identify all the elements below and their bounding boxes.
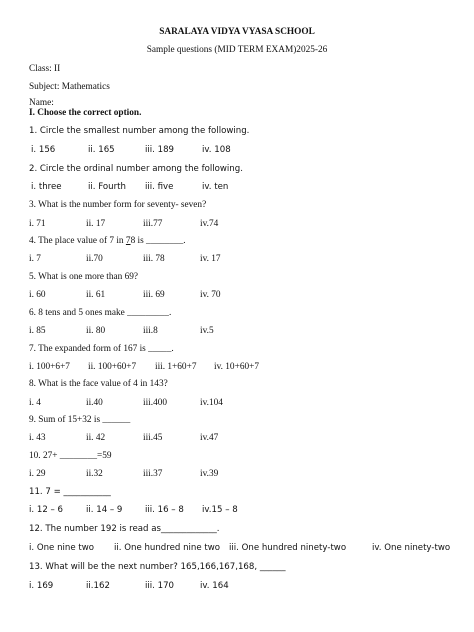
q6-option-2: ii. 80: [86, 326, 106, 336]
q8-option-3: iii.400: [143, 398, 168, 408]
question-4-end: 8 is ________.: [130, 236, 186, 246]
q6-option-1: i. 85: [29, 326, 46, 336]
q10-option-3: iii.37: [143, 469, 163, 479]
question-8: 8. What is the face value of 4 in 143?: [29, 379, 168, 389]
class-line: Class: II: [29, 64, 61, 74]
exam-subtitle: Sample questions (MID TERM EXAM)2025-26: [146, 45, 328, 55]
q3-option-3: iii.77: [143, 219, 163, 229]
q12-option-1: i. One nine two: [29, 543, 95, 553]
school-title: SARALAYA VIDYA VYASA SCHOOL: [159, 27, 315, 37]
q5-option-2: ii. 61: [86, 290, 106, 300]
q12-option-2: ii. One hundred nine two: [114, 543, 221, 553]
q12-option-3: iii. One hundred ninety-two: [229, 543, 347, 553]
q11-option-3: iii. 16 – 8: [145, 505, 184, 515]
question-2: 2. Circle the ordinal number among the following.: [29, 164, 243, 174]
q8-option-4: iv.104: [200, 398, 223, 408]
q13-option-1: i. 169: [29, 581, 54, 591]
q7-option-1: i. 100+6+7: [29, 362, 70, 372]
q6-option-3: iii.8: [143, 326, 158, 336]
q2-option-2: ii. Fourth: [88, 182, 126, 192]
question-4-start: 4. The place value of 7 in: [29, 236, 126, 246]
q11-option-2: ii. 14 – 9: [86, 505, 123, 515]
question-4: [29, 236, 186, 247]
q2-option-1: i. three: [31, 182, 62, 192]
q4-option-2: ii.70: [86, 254, 103, 264]
q7-option-2: ii. 100+60+7: [88, 362, 137, 372]
question-13: 13. What will be the next number? 165,166,167,168, ______: [29, 562, 286, 572]
q4-option-3: iii. 78: [143, 254, 165, 264]
q11-option-4: iv.15 – 8: [202, 505, 238, 515]
question-4-underlined-digit: 7: [125, 236, 131, 246]
q4-option-4: iv. 17: [200, 254, 221, 264]
name-line: Name:: [29, 98, 54, 108]
question-5: 5. What is one more than 69?: [29, 272, 139, 282]
q11-option-1: i. 12 – 6: [29, 505, 64, 515]
q8-option-1: i. 4: [29, 398, 41, 408]
q3-option-4: iv.74: [200, 219, 219, 229]
q3-option-1: i. 71: [29, 219, 46, 229]
q5-option-4: iv. 70: [200, 290, 221, 300]
q5-option-3: iii. 69: [143, 290, 165, 300]
q4-option-1: i. 7: [29, 254, 41, 264]
q2-option-4: iv. ten: [202, 182, 229, 192]
q10-option-1: i. 29: [29, 469, 46, 479]
q8-option-2: ii.40: [86, 398, 103, 408]
q3-option-2: ii. 17: [86, 219, 106, 229]
question-6: 6. 8 tens and 5 ones make _________.: [29, 308, 172, 318]
q1-option-4: iv. 108: [202, 145, 231, 155]
question-1: 1. Circle the smallest number among the following.: [29, 126, 250, 136]
q7-option-4: iv. 10+60+7: [214, 362, 260, 372]
q1-option-2: ii. 165: [88, 145, 115, 155]
section-heading: I. Choose the correct option.: [29, 108, 142, 118]
q5-option-1: i. 60: [29, 290, 46, 300]
q13-option-4: iv. 164: [200, 581, 229, 591]
q12-option-4: iv. One ninety-two: [372, 543, 451, 553]
question-9: 9. Sum of 15+32 is ______: [29, 415, 131, 425]
subject-line: Subject: Mathematics: [29, 82, 110, 92]
q9-option-3: iii.45: [143, 433, 163, 443]
question-7: 7. The expanded form of 167 is _____.: [29, 344, 174, 354]
q9-option-1: i. 43: [29, 433, 46, 443]
q10-option-2: ii.32: [86, 469, 103, 479]
q13-option-3: iii. 170: [145, 581, 175, 591]
q2-option-3: iii. five: [145, 182, 174, 192]
question-12: 12. The number 192 is read as_____________.: [29, 524, 220, 534]
question-10: 10. 27+ ________=59: [29, 451, 112, 461]
question-11: 11. 7 = ___________: [29, 487, 111, 497]
q1-option-1: i. 156: [31, 145, 56, 155]
q9-option-4: iv.47: [200, 433, 219, 443]
q9-option-2: ii. 42: [86, 433, 106, 443]
q13-option-2: ii.162: [86, 581, 110, 591]
q1-option-3: iii. 189: [145, 145, 175, 155]
q7-option-3: iii. 1+60+7: [155, 362, 197, 372]
q6-option-4: iv.5: [200, 326, 214, 336]
question-3: 3. What is the number form for seventy- seven?: [29, 200, 207, 210]
q10-option-4: iv.39: [200, 469, 219, 479]
